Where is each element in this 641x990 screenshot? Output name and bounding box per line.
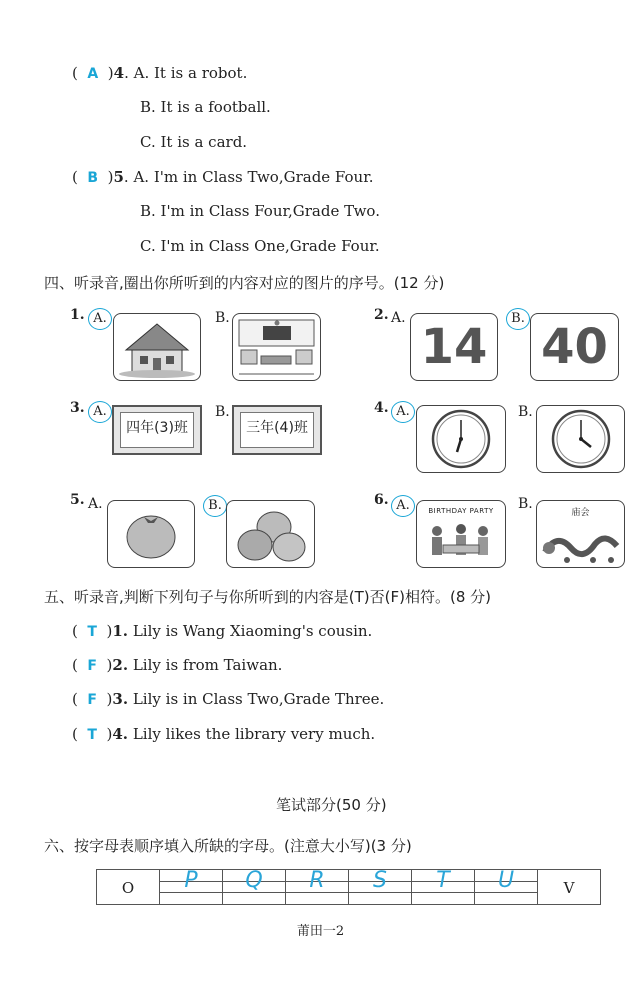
clock-icon [417,406,505,472]
option-c: C. It is a card. [140,133,248,151]
birthday-party-picture [416,500,506,568]
tomatoes-icon [227,501,314,567]
choice-a-circled: A. [88,308,112,330]
letter-cell-given [97,870,160,905]
choice-b: B. [518,404,533,420]
temple-fair-caption: 庙会 [571,508,590,518]
tf-statement: Lily is from Taiwan. [132,656,283,674]
item-number: 5 [113,168,124,186]
number-14-picture [410,313,498,381]
option-b: B. I'm in Class Four,Grade Two. [140,202,380,220]
pic-item-number: 5. [70,492,85,508]
answer-mark: A [87,66,99,82]
class-sign-a [112,405,202,455]
letter-cell-filled [475,870,538,905]
pic-item-number: 4. [374,400,389,416]
class-sign-b-text: 三年(4)班 [240,412,314,448]
answer-mark: F [87,692,97,708]
letter-cell-filled [286,870,349,905]
item-4: ( A )4. A. It is a robot. [72,64,248,82]
tf-statement: Lily is Wang Xiaoming's cousin. [132,622,373,640]
tomato-icon [108,501,194,567]
birthday-party-caption: BIRTHDAY PARTY [428,507,494,515]
party-people-icon [417,515,505,563]
section4-heading: 四、听录音,圈出你所听到的内容对应的图片的序号。(12 分) [44,274,445,292]
tf-statement: Lily is in Class Two,Grade Three. [132,690,385,708]
letter-cell-filled [412,870,475,905]
item-number: 1. [112,622,129,640]
given-letter: V [563,878,575,897]
clock-picture-b [536,405,625,473]
item-number: 2. [112,656,129,674]
choice-b: B. [215,404,230,420]
filled-letter: P [184,868,198,893]
section5-heading: 五、听录音,判断下列句子与你所听到的内容是(T)否(F)相符。(8 分) [44,588,491,606]
tf-item: ( F )2. Lily is from Taiwan. [72,656,283,674]
filled-letter: T [436,868,450,893]
number-14-text: 14 [420,319,488,375]
temple-fair-picture [536,500,625,568]
choice-a: A. [391,310,406,326]
item-number: 3. [112,690,129,708]
clock-picture-a [416,405,506,473]
choice-a-circled: A. [88,401,112,423]
given-letter: O [121,878,135,897]
house-picture [113,313,201,381]
tomatoes-picture [226,500,315,568]
clock-icon [537,406,624,472]
tf-statement: Lily likes the library very much. [132,725,376,743]
filled-letter: S [373,868,387,893]
dragon-dance-icon [537,518,624,568]
class-sign-b [232,405,322,455]
filled-letter: R [309,868,325,893]
filled-letter: Q [245,868,263,893]
letter-cell-filled [349,870,412,905]
number-40-text: 40 [541,319,608,375]
written-part-title: 笔试部分(50 分) [276,796,387,814]
choice-b-circled: B. [506,308,530,330]
tomato-picture [107,500,195,568]
choice-b: B. [215,310,230,326]
page-footer: 莆田一2 [296,924,345,939]
pic-item-number: 6. [374,492,389,508]
choice-a-circled: A. [391,495,415,517]
choice-b: B. [518,496,533,512]
tf-item: ( F )3. Lily is in Class Two,Grade Three. [72,690,385,708]
classroom-picture [232,313,321,381]
classroom-icon [233,314,320,380]
section6-heading: 六、按字母表顺序填入所缺的字母。(注意大小写)(3 分) [44,837,412,855]
answer-mark: T [87,727,97,743]
option-b: B. It is a football. [140,98,271,116]
choice-b-circled: B. [203,495,227,517]
answer-mark: T [87,624,97,640]
item-5: ( B )5. A. I'm in Class Two,Grade Four. [72,168,374,186]
house-icon [114,314,200,380]
item-number: 4 [113,64,125,82]
tf-item: ( T )4. Lily likes the library very much. [72,725,376,743]
answer-mark: F [87,658,97,674]
filled-letter: U [497,868,515,893]
letter-cell-filled [160,870,223,905]
choice-a-circled: A. [391,401,415,423]
number-40-picture [530,313,619,381]
option-a: A. I'm in Class Two,Grade Four. [133,168,374,186]
pic-item-number: 3. [70,400,85,416]
pic-item-number: 1. [70,307,85,323]
tf-item: ( T )1. Lily is Wang Xiaoming's cousin. [72,622,373,640]
letter-cell-given [538,870,601,905]
pic-item-number: 2. [374,307,389,323]
choice-a: A. [88,496,103,512]
option-a: A. It is a robot. [133,64,248,82]
answer-mark: B [87,170,99,186]
class-sign-a-text: 四年(3)班 [120,412,194,448]
letter-table [96,869,601,905]
option-c: C. I'm in Class One,Grade Four. [140,237,380,255]
letter-cell-filled [223,870,286,905]
item-number: 4. [112,725,129,743]
